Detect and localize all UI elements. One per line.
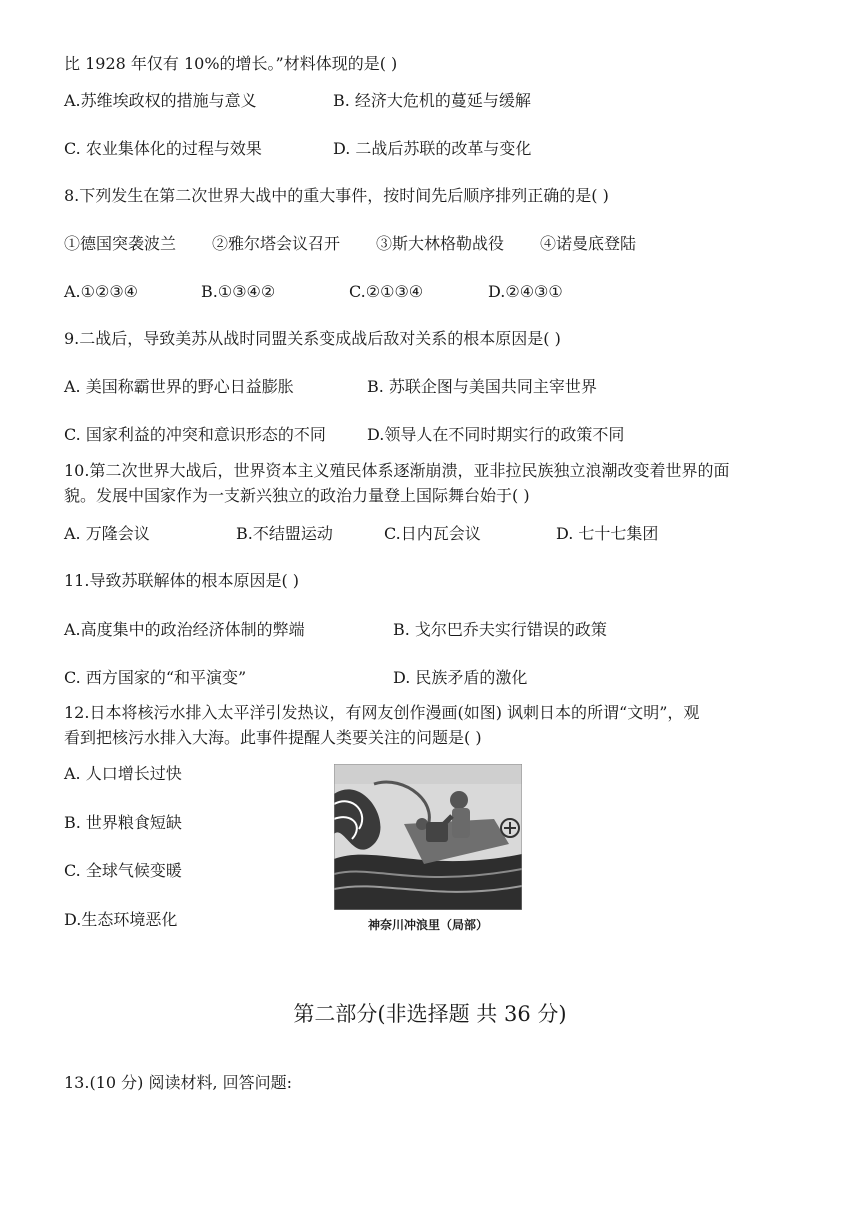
q10-option-b: B.不结盟运动 <box>236 524 333 543</box>
q9-option-b: B. 苏联企图与美国共同主宰世界 <box>367 377 597 396</box>
section-title: 第二部分(非选择题 共 36 分) <box>293 1002 567 1026</box>
q7-option-d: D. 二战后苏联的改革与变化 <box>333 139 532 158</box>
question-7-stem-tail: 比 1928 年仅有 10%的增长。”材料体现的是( ) <box>64 54 398 73</box>
q9-option-a: A. 美国称霸世界的野心日益膨胀 <box>64 377 294 396</box>
q7-option-b: B. 经济大危机的蔓延与缓解 <box>333 91 531 110</box>
figure-caption: 神奈川冲浪里（局部） <box>367 918 488 932</box>
q10-option-d: D. 七十七集团 <box>556 524 659 543</box>
question-10-stem-line2: 貌。发展中国家作为一支新兴独立的政治力量登上国际舞台始于( ) <box>64 486 530 505</box>
question-12-stem-line2: 看到把核污水排入大海。此事件提醒人类要关注的问题是( ) <box>64 728 482 747</box>
q11-option-a: A.高度集中的政治经济体制的弊端 <box>64 620 305 639</box>
q8-option-b: B.①③④② <box>201 282 276 301</box>
question-11-stem: 11.导致苏联解体的根本原因是( ) <box>64 571 300 590</box>
q7-option-a: A.苏维埃政权的措施与意义 <box>64 91 257 110</box>
q12-option-b: B. 世界粮食短缺 <box>64 813 182 832</box>
q11-option-d: D. 民族矛盾的激化 <box>393 668 528 687</box>
q10-option-c: C.日内瓦会议 <box>384 524 481 543</box>
q8-event-2: ②雅尔塔会议召开 <box>212 234 341 253</box>
q8-option-a: A.①②③④ <box>64 282 139 301</box>
q12-option-d: D.生态环境恶化 <box>64 910 178 929</box>
q7-option-c: C. 农业集体化的过程与效果 <box>64 139 262 158</box>
q12-option-c: C. 全球气候变暖 <box>64 861 182 880</box>
q8-event-4: ④诺曼底登陆 <box>540 234 637 253</box>
q11-option-c: C. 西方国家的“和平演变” <box>64 668 247 687</box>
question-12-stem-line1: 12.日本将核污水排入太平洋引发热议，有网友创作漫画(如图) 讽刺日本的所谓“文明”，观 <box>64 703 700 722</box>
q10-option-a: A. 万隆会议 <box>64 524 150 543</box>
q9-option-d: D.领导人在不同时期实行的政策不同 <box>367 425 625 444</box>
question-9-stem: 9.二战后，导致美苏从战时同盟关系变成战后敌对关系的根本原因是( ) <box>64 329 561 348</box>
cartoon-image <box>334 764 522 910</box>
q12-option-a: A. 人口增长过快 <box>64 764 182 783</box>
q11-option-b: B. 戈尔巴乔夫实行错误的政策 <box>393 620 607 639</box>
question-10-stem-line1: 10.第二次世界大战后，世界资本主义殖民体系逐渐崩溃，亚非拉民族独立浪潮改变着世界的面 <box>64 461 730 480</box>
q8-option-d: D.②④③① <box>488 282 563 301</box>
q8-event-3: ③斯大林格勒战役 <box>376 234 505 253</box>
q8-option-c: C.②①③④ <box>349 282 424 301</box>
q9-option-c: C. 国家利益的冲突和意识形态的不同 <box>64 425 326 444</box>
q8-event-1: ①德国突袭波兰 <box>64 234 177 253</box>
question-13-stem: 13.(10 分) 阅读材料, 回答问题: <box>64 1073 293 1092</box>
question-8-stem: 8.下列发生在第二次世界大战中的重大事件，按时间先后顺序排列正确的是( ) <box>64 186 609 205</box>
